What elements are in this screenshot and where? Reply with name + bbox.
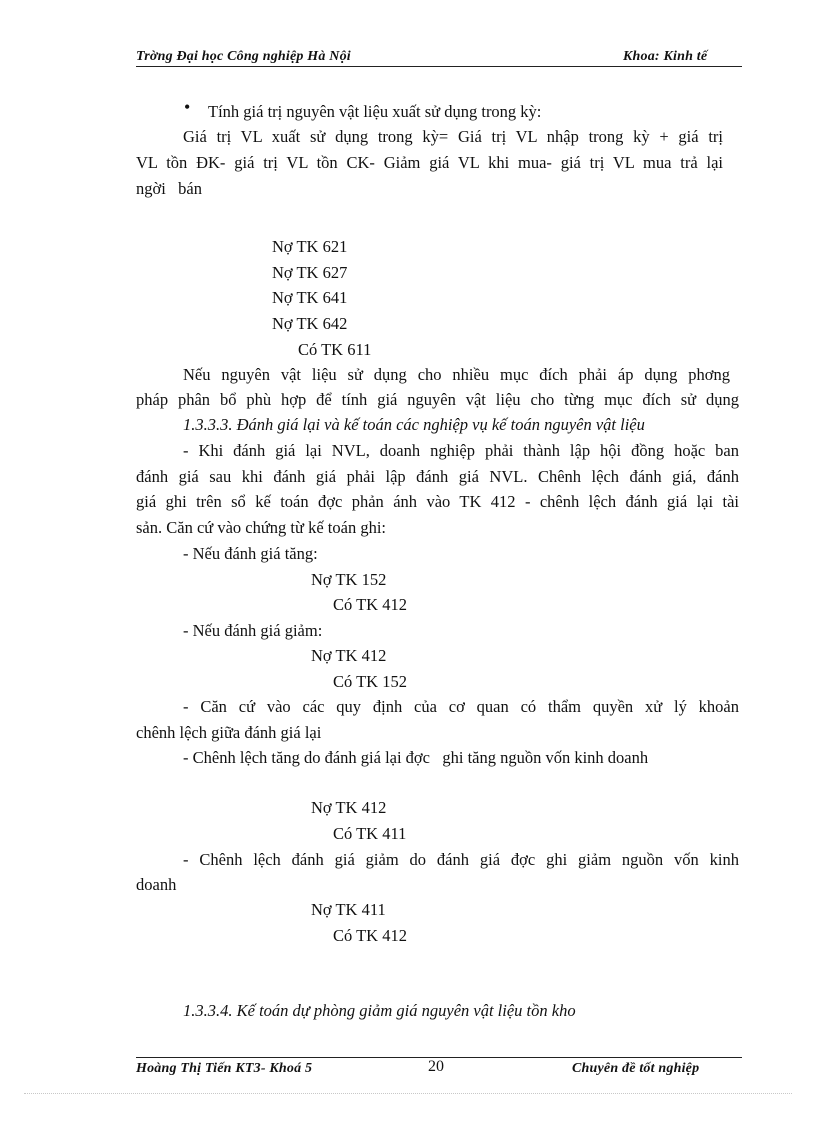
formula-line-2: VL tồn ĐK- giá trị VL tồn CK- Giảm giá VL khi mua- giá trị VL mua trả lại (136, 153, 723, 172)
para2-line-1: - Khi đánh giá lại NVL, doanh nghiệp phải thành lập hội đồng hoặc ban (183, 441, 739, 460)
decrease-debit: Nợ TK 412 (311, 646, 387, 665)
para3-line-2: chênh lệch giữa đánh giá lại (136, 723, 322, 742)
formula-line-3: ngời bán (136, 179, 203, 198)
page-number: 20 (428, 1058, 444, 1075)
entry4-debit: Nợ TK 412 (311, 798, 387, 817)
increase-debit: Nợ TK 152 (311, 570, 387, 589)
footer-doc-type: Chuyên đề tốt nghiệp (572, 1061, 700, 1076)
para2-line-2: đánh giá sau khi đánh giá phải lập đánh giá NVL. Chênh lệch đánh giá, đánh (136, 467, 739, 486)
entry-debit-641: Nợ TK 641 (272, 288, 348, 307)
para1-line-2: pháp phân bổ phù hợp để tính giá nguyên vật liệu cho từng mục đích sử dụng (136, 390, 739, 409)
header-rule (136, 66, 742, 67)
header-faculty: Khoa: Kinh tế (623, 49, 708, 64)
entry4-credit: Có TK 411 (333, 824, 407, 843)
entry-debit-621: Nợ TK 621 (272, 237, 348, 256)
header-school: Trờng Đại học Công nghiệp Hà Nội (136, 49, 351, 64)
section-heading-1334: 1.3.3.4. Kế toán dự phòng giảm giá nguyên vật liệu tồn kho (183, 1001, 576, 1020)
formula-line-1: Giá trị VL xuất sử dụng trong kỳ= Giá trị VL nhập trong kỳ + giá trị (183, 127, 723, 146)
entry5-credit: Có TK 412 (333, 926, 407, 945)
bullet-icon: • (184, 97, 191, 117)
page-bottom-edge (24, 1093, 792, 1094)
entry-debit-642: Nợ TK 642 (272, 314, 348, 333)
para1-line-1: Nếu nguyên vật liệu sử dụng cho nhiều mục đích phải áp dụng phơng (183, 365, 730, 384)
entry-credit-611: Có TK 611 (298, 340, 372, 359)
increase-label: - Nếu đánh giá tăng: (183, 544, 318, 563)
decrease-credit: Có TK 152 (333, 672, 407, 691)
increase-credit: Có TK 412 (333, 595, 407, 614)
entry-debit-627: Nợ TK 627 (272, 263, 348, 282)
section-heading-1333: 1.3.3.3. Đánh giá lại và kế toán các nghiệp vụ kế toán nguyên vật liệu (183, 415, 645, 434)
para2-line-4: sản. Căn cứ vào chứng từ kế toán ghi: (136, 518, 386, 537)
para2-line-3: giá ghi trên sổ kế toán đợc phản ánh vào TK 412 - chênh lệch đánh giá lại tài (136, 492, 739, 511)
para4: - Chênh lệch tăng do đánh giá lại đợc ghi tăng nguồn vốn kinh doanh (183, 748, 649, 767)
entry5-debit: Nợ TK 411 (311, 900, 386, 919)
bullet-heading: Tính giá trị nguyên vật liệu xuất sử dụng trong kỳ: (208, 102, 542, 121)
para5-line-2: doanh (136, 875, 177, 894)
decrease-label: - Nếu đánh giá giảm: (183, 621, 323, 640)
para5-line-1: - Chênh lệch đánh giá giảm do đánh giá đợc ghi giảm nguồn vốn kinh (183, 850, 739, 869)
para3-line-1: - Căn cứ vào các quy định của cơ quan có thẩm quyền xử lý khoản (183, 697, 739, 716)
footer-author: Hoàng Thị Tiến KT3- Khoá 5 (136, 1061, 313, 1076)
